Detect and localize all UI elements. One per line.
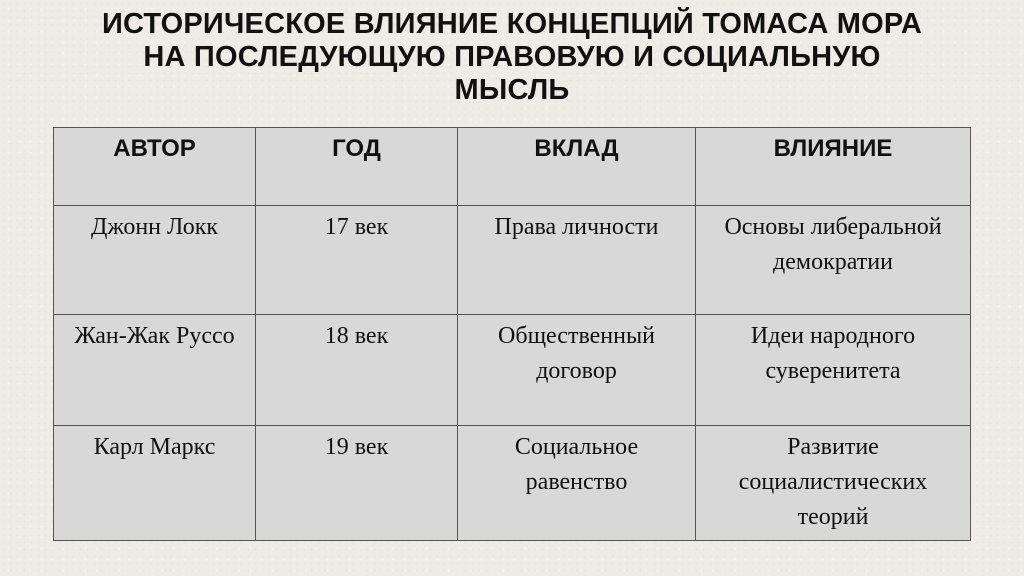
cell-contribution: Общественный договор: [458, 315, 696, 426]
cell-author: Карл Маркс: [54, 426, 256, 541]
cell-author: Джонн Локк: [54, 206, 256, 315]
header-contribution: ВКЛАД: [458, 128, 696, 206]
slide-title-line: ИСТОРИЧЕСКОЕ ВЛИЯНИЕ КОНЦЕПЦИЙ ТОМАСА МОРА: [101, 8, 923, 40]
cell-year: 19 век: [256, 426, 458, 541]
table-row: [54, 426, 971, 541]
cell-influence: Идеи народного суверенитета: [696, 315, 971, 426]
influence-table: [53, 127, 971, 541]
cell-influence: Развитие социалистических теорий: [696, 426, 971, 541]
cell-contribution: Социальное равенство: [458, 426, 696, 541]
header-year: ГОД: [256, 128, 458, 206]
influence-table-container: [53, 127, 970, 532]
header-influence: ВЛИЯНИЕ: [696, 128, 971, 206]
slide-title-line: НА ПОСЛЕДУЮЩУЮ ПРАВОВУЮ И СОЦИАЛЬНУЮ: [143, 41, 881, 73]
cell-influence: Основы либеральной демократии: [696, 206, 971, 315]
header-author: АВТОР: [54, 128, 256, 206]
slide-title-line: МЫСЛЬ: [454, 74, 570, 106]
cell-year: 17 век: [256, 206, 458, 315]
table-header-row: [54, 128, 971, 206]
cell-author: Жан-Жак Руссо: [54, 315, 256, 426]
slide-title: [40, 8, 984, 107]
cell-contribution: Права личности: [458, 206, 696, 315]
table-row: [54, 206, 971, 315]
cell-year: 18 век: [256, 315, 458, 426]
table-row: [54, 315, 971, 426]
